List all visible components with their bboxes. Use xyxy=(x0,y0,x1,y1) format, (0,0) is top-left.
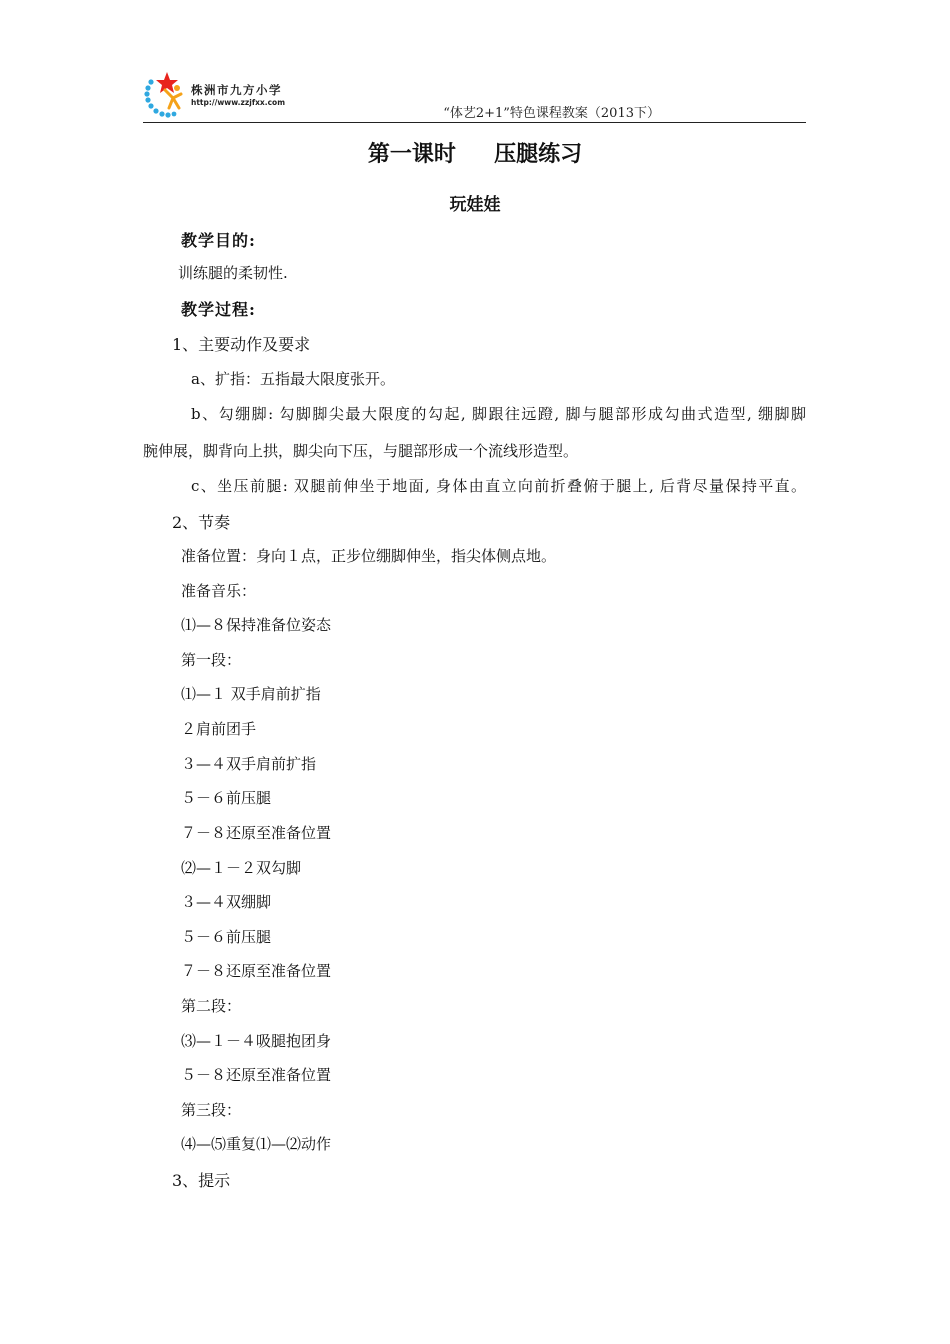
lesson-subtitle: 玩娃娃 xyxy=(449,195,501,215)
rhythm-line: ⑵—１－２双勾脚 xyxy=(181,859,302,877)
course-title: “体艺2+1”特色课程教案（2013下） xyxy=(443,106,660,121)
rhythm-line: 第一段： xyxy=(181,651,242,669)
lesson-title: 第一课时 压腿练习 xyxy=(367,142,583,167)
page-header xyxy=(143,64,806,123)
rhythm-line: ５－８还原至准备位置 xyxy=(181,1066,332,1084)
item-c: c、坐压前腿: 双腿前伸坐于地面, 身体由直立向前折叠俯于腿上, 后背尽量保持平直。 xyxy=(191,477,806,495)
rhythm-line: ⑷—⑸重复⑴—⑵动作 xyxy=(181,1135,332,1153)
rhythm-line: ２肩前团手 xyxy=(181,720,257,738)
school-logo-icon xyxy=(143,68,191,120)
rhythm-line: 第二段： xyxy=(181,997,242,1015)
item-b-line1: b、勾绷脚: 勾脚脚尖最大限度的勾起, 脚跟往远蹬, 脚与腿部形成勾曲式造型, 绷脚脚 xyxy=(191,405,806,423)
process-heading: 教学过程: xyxy=(181,300,256,319)
rhythm-line: ７－８还原至准备位置 xyxy=(181,962,332,980)
item-a: a、扩指：五指最大限度张开。 xyxy=(191,370,395,388)
objective-text: 训练腿的柔韧性. xyxy=(178,264,288,282)
rhythm-line: ３—４双手肩前扩指 xyxy=(181,755,317,773)
school-logo xyxy=(143,68,313,120)
school-name: 株洲市九方小学 xyxy=(191,83,282,97)
rhythm-line: 准备位置：身向１点，正步位绷脚伸坐，指尖体侧点地。 xyxy=(181,547,557,565)
rhythm-line: ⑴—１ 双手肩前扩指 xyxy=(181,685,321,703)
rhythm-line: 准备音乐： xyxy=(181,582,257,600)
section3-heading: 3、提示 xyxy=(172,1171,231,1190)
rhythm-line: 第三段： xyxy=(181,1101,242,1119)
section2-heading: 2、节奏 xyxy=(172,513,231,532)
school-url: http://www.zzjfxx.com xyxy=(191,98,286,107)
objective-heading: 教学目的: xyxy=(181,231,256,250)
section1-heading: 1、主要动作及要求 xyxy=(172,335,311,354)
rhythm-line: ５－６前压腿 xyxy=(181,928,272,946)
rhythm-line: ⑴—８保持准备位姿态 xyxy=(181,616,332,634)
rhythm-line: ⑶—１－４吸腿抱团身 xyxy=(181,1032,332,1050)
rhythm-line: ７－８还原至准备位置 xyxy=(181,824,332,842)
item-b-line2: 腕伸展，脚背向上拱，脚尖向下压，与腿部形成一个流线形造型。 xyxy=(143,442,579,460)
rhythm-line: ３—４双绷脚 xyxy=(181,893,272,911)
rhythm-line: ５－６前压腿 xyxy=(181,789,272,807)
